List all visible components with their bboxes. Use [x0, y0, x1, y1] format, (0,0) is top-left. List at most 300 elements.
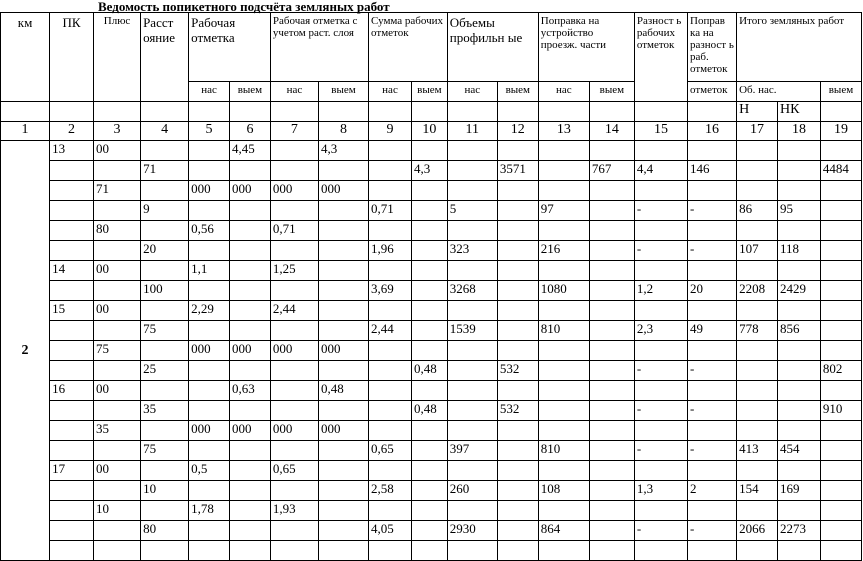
- blank-cell: [411, 102, 447, 122]
- table-cell: 00: [94, 461, 141, 481]
- table-cell: 14: [50, 261, 94, 281]
- header-correction: Поправка на устройство проезж. части: [538, 13, 634, 82]
- table-cell: [318, 481, 368, 501]
- table-cell: [538, 301, 589, 321]
- table-cell: 767: [589, 161, 634, 181]
- table-cell: [270, 281, 318, 301]
- table-cell: -: [688, 201, 737, 221]
- table-cell: [369, 401, 412, 421]
- table-cell: [50, 361, 94, 381]
- table-cell: 0,71: [270, 221, 318, 241]
- table-cell: 9: [141, 201, 189, 221]
- blank-cell: [189, 102, 230, 122]
- table-cell: 000: [230, 421, 271, 441]
- table-cell: 1,1: [189, 261, 230, 281]
- table-cell: [777, 141, 820, 161]
- table-cell: 00: [94, 381, 141, 401]
- table-cell: [737, 461, 778, 481]
- table-cell: 910: [820, 401, 861, 421]
- table-cell: [589, 441, 634, 461]
- table-cell: [230, 501, 271, 521]
- blank-cell: [1, 102, 50, 122]
- table-cell: 146: [688, 161, 737, 181]
- table-cell: [411, 181, 447, 201]
- table-cell: [94, 441, 141, 461]
- table-cell: 000: [270, 181, 318, 201]
- table-cell: [589, 341, 634, 361]
- subheader-N: Н: [737, 102, 778, 122]
- table-cell: [230, 161, 271, 181]
- table-cell: [411, 461, 447, 481]
- table-cell: 118: [777, 241, 820, 261]
- table-cell: [634, 541, 687, 561]
- table-cell: [634, 421, 687, 441]
- table-cell: [369, 341, 412, 361]
- table-cell: [589, 541, 634, 561]
- table-cell: [737, 541, 778, 561]
- table-cell: [589, 241, 634, 261]
- table-cell: [688, 541, 737, 561]
- table-cell: 3,69: [369, 281, 412, 301]
- column-number: 13: [538, 122, 589, 141]
- table-row: [1, 441, 862, 461]
- table-cell: [50, 521, 94, 541]
- table-cell: [94, 361, 141, 381]
- table-cell: 0,56: [189, 221, 230, 241]
- column-number: 7: [270, 122, 318, 141]
- table-row: [1, 381, 862, 401]
- table-cell: [141, 261, 189, 281]
- table-cell: [777, 381, 820, 401]
- column-number: 8: [318, 122, 368, 141]
- table-cell: [497, 141, 538, 161]
- table-cell: [688, 421, 737, 441]
- table-cell: [411, 421, 447, 441]
- table-cell: 000: [189, 341, 230, 361]
- table-cell: [447, 501, 497, 521]
- table-cell: [447, 301, 497, 321]
- table-cell: [737, 221, 778, 241]
- blank-cell: [230, 102, 271, 122]
- table-cell: [538, 261, 589, 281]
- table-cell: -: [688, 521, 737, 541]
- table-cell: [318, 501, 368, 521]
- table-cell: [50, 341, 94, 361]
- header-work-mark-layer: Рабочая отметка с учетом раст. слоя: [270, 13, 368, 82]
- table-cell: [270, 481, 318, 501]
- table-cell: 95: [777, 201, 820, 221]
- table-cell: [411, 481, 447, 501]
- table-cell: 2273: [777, 521, 820, 541]
- table-cell: 864: [538, 521, 589, 541]
- header-distance: Расст ояние: [141, 13, 189, 102]
- table-cell: [189, 161, 230, 181]
- table-cell: [737, 181, 778, 201]
- table-cell: [634, 221, 687, 241]
- table-cell: [270, 541, 318, 561]
- table-cell: [230, 261, 271, 281]
- table-cell: [634, 181, 687, 201]
- table-cell: 3268: [447, 281, 497, 301]
- table-cell: [141, 501, 189, 521]
- table-cell: 4,05: [369, 521, 412, 541]
- subheader-vyem-19: выем: [820, 82, 861, 102]
- table-cell: [447, 361, 497, 381]
- table-cell: [634, 461, 687, 481]
- table-cell: [737, 301, 778, 321]
- table-cell: [318, 221, 368, 241]
- table-cell: [411, 261, 447, 281]
- table-cell: [50, 181, 94, 201]
- table-cell: 13: [50, 141, 94, 161]
- table-row: [1, 221, 862, 241]
- table-row: [1, 501, 862, 521]
- table-cell: 3571: [497, 161, 538, 181]
- table-cell: [820, 501, 861, 521]
- table-cell: 2,29: [189, 301, 230, 321]
- header-corr-diff: Поправ ка на разност ь раб. отметок: [688, 13, 737, 82]
- table-cell: 0,65: [270, 461, 318, 481]
- table-row: [1, 421, 862, 441]
- table-cell: [497, 341, 538, 361]
- table-cell: 2208: [737, 281, 778, 301]
- table-cell: [411, 341, 447, 361]
- table-cell: [820, 481, 861, 501]
- table-cell: [688, 181, 737, 201]
- table-cell: -: [634, 441, 687, 461]
- table-cell: [497, 181, 538, 201]
- table-cell: 75: [94, 341, 141, 361]
- table-cell: [270, 241, 318, 261]
- table-cell: [230, 301, 271, 321]
- table-cell: [141, 421, 189, 441]
- table-cell: [820, 321, 861, 341]
- table-cell: 0,71: [369, 201, 412, 221]
- table-cell: 0,48: [318, 381, 368, 401]
- table-cell: [820, 461, 861, 481]
- column-numbers-row: [1, 122, 862, 141]
- table-cell: 10: [94, 501, 141, 521]
- table-cell: [270, 141, 318, 161]
- table-cell: [270, 321, 318, 341]
- table-cell: [497, 221, 538, 241]
- table-cell: [538, 421, 589, 441]
- table-cell: 856: [777, 321, 820, 341]
- table-cell: [447, 161, 497, 181]
- table-cell: [369, 301, 412, 321]
- table-cell: [538, 401, 589, 421]
- table-cell: [141, 181, 189, 201]
- table-cell: [777, 501, 820, 521]
- table-cell: [820, 181, 861, 201]
- table-cell: 1,96: [369, 241, 412, 261]
- header-sum-marks: Сумма рабочих отметок: [369, 13, 448, 82]
- table-cell: 4484: [820, 161, 861, 181]
- table-cell: [777, 261, 820, 281]
- table-cell: [589, 481, 634, 501]
- table-cell: [589, 461, 634, 481]
- table-cell: [634, 301, 687, 321]
- table-cell: [230, 481, 271, 501]
- table-cell: [411, 541, 447, 561]
- table-cell: [94, 241, 141, 261]
- table-cell: 00: [94, 301, 141, 321]
- table-cell: [538, 221, 589, 241]
- subheader-nas-5: нас: [189, 82, 230, 102]
- table-cell: [318, 201, 368, 221]
- table-cell: 454: [777, 441, 820, 461]
- table-cell: 71: [94, 181, 141, 201]
- table-cell: -: [688, 361, 737, 381]
- table-cell: [411, 201, 447, 221]
- table-cell: [538, 501, 589, 521]
- blank-cell: [94, 102, 141, 122]
- subheader-nas-9: нас: [369, 82, 412, 102]
- table-cell: [369, 361, 412, 381]
- blank-cell: [369, 102, 412, 122]
- table-cell: [589, 421, 634, 441]
- table-cell: [270, 441, 318, 461]
- table-cell: [411, 221, 447, 241]
- header-work-mark: Рабочая отметка: [189, 13, 271, 82]
- table-cell: [589, 361, 634, 381]
- table-cell: [737, 501, 778, 521]
- subheader-vyem-12: выем: [497, 82, 538, 102]
- column-number: 15: [634, 122, 687, 141]
- table-cell: [820, 381, 861, 401]
- table-cell: [447, 421, 497, 441]
- table-cell: 000: [318, 341, 368, 361]
- table-cell: [447, 261, 497, 281]
- table-cell: 0,48: [411, 361, 447, 381]
- table-cell: [777, 341, 820, 361]
- table-cell: 75: [141, 441, 189, 461]
- table-cell: [820, 141, 861, 161]
- table-row: [1, 281, 862, 301]
- column-number: 2: [50, 122, 94, 141]
- column-number: 18: [777, 122, 820, 141]
- table-cell: [447, 541, 497, 561]
- table-cell: 1,93: [270, 501, 318, 521]
- table-cell: [50, 241, 94, 261]
- table-cell: [411, 281, 447, 301]
- table-cell: [270, 361, 318, 381]
- table-cell: [447, 401, 497, 421]
- table-cell: [688, 301, 737, 321]
- table-cell: [634, 261, 687, 281]
- table-cell: [820, 281, 861, 301]
- header-km: км: [1, 13, 50, 102]
- table-cell: [50, 481, 94, 501]
- document-title: Ведомость попикетного подсчёта земляных работ: [98, 0, 390, 14]
- table-cell: [634, 141, 687, 161]
- table-cell: 35: [141, 401, 189, 421]
- column-number: 1: [1, 122, 50, 141]
- table-cell: [189, 361, 230, 381]
- km-cell: 2: [1, 141, 50, 561]
- table-cell: 1,3: [634, 481, 687, 501]
- table-cell: [189, 241, 230, 261]
- table-cell: [94, 521, 141, 541]
- table-cell: [447, 341, 497, 361]
- table-cell: 323: [447, 241, 497, 261]
- table-cell: [318, 541, 368, 561]
- table-cell: [230, 401, 271, 421]
- column-number: 4: [141, 122, 189, 141]
- table-cell: [50, 501, 94, 521]
- table-cell: [369, 261, 412, 281]
- table-cell: [820, 541, 861, 561]
- table-cell: [538, 181, 589, 201]
- table-cell: [318, 521, 368, 541]
- subheader-nas-13: нас: [538, 82, 589, 102]
- table-cell: [369, 381, 412, 401]
- table-cell: [447, 381, 497, 401]
- table-cell: 000: [318, 181, 368, 201]
- table-cell: 71: [141, 161, 189, 181]
- table-cell: [189, 521, 230, 541]
- table-cell: [447, 221, 497, 241]
- table-cell: [497, 201, 538, 221]
- table-cell: [230, 521, 271, 541]
- table-cell: [141, 141, 189, 161]
- table-cell: 16: [50, 381, 94, 401]
- table-cell: -: [634, 401, 687, 421]
- table-cell: 35: [94, 421, 141, 441]
- table-cell: [820, 341, 861, 361]
- blank-cell: [497, 102, 538, 122]
- table-cell: [189, 141, 230, 161]
- header-total: Итого земляных работ: [737, 13, 862, 82]
- table-cell: [820, 441, 861, 461]
- table-cell: [50, 201, 94, 221]
- table-cell: [688, 501, 737, 521]
- table-cell: [737, 361, 778, 381]
- table-cell: 532: [497, 361, 538, 381]
- table-cell: [94, 481, 141, 501]
- table-cell: [411, 321, 447, 341]
- table-cell: 4,45: [230, 141, 271, 161]
- table-cell: [270, 521, 318, 541]
- table-cell: [777, 541, 820, 561]
- table-cell: [497, 281, 538, 301]
- table-cell: 0,48: [411, 401, 447, 421]
- table-row: [1, 201, 862, 221]
- table-cell: 1539: [447, 321, 497, 341]
- table-cell: [737, 261, 778, 281]
- table-cell: [820, 421, 861, 441]
- table-row: [1, 301, 862, 321]
- table-cell: [820, 201, 861, 221]
- table-cell: 000: [318, 421, 368, 441]
- table-cell: -: [634, 521, 687, 541]
- table-cell: 25: [141, 361, 189, 381]
- table-cell: 810: [538, 441, 589, 461]
- blank-cell: [688, 102, 737, 122]
- table-cell: 397: [447, 441, 497, 461]
- table-cell: 0,65: [369, 441, 412, 461]
- table-cell: 810: [538, 321, 589, 341]
- column-number: 5: [189, 122, 230, 141]
- table-cell: [141, 221, 189, 241]
- table-row: [1, 161, 862, 181]
- table-cell: [589, 381, 634, 401]
- table-cell: [634, 501, 687, 521]
- blank-cell: [538, 102, 589, 122]
- table-cell: [497, 441, 538, 461]
- table-cell: [189, 541, 230, 561]
- table-cell: [369, 541, 412, 561]
- table-cell: 20: [688, 281, 737, 301]
- table-cell: [230, 221, 271, 241]
- table-cell: [189, 381, 230, 401]
- table-cell: [411, 441, 447, 461]
- table-cell: 000: [189, 181, 230, 201]
- table-cell: 802: [820, 361, 861, 381]
- table-cell: [538, 381, 589, 401]
- table-cell: [411, 381, 447, 401]
- blank-cell: [589, 102, 634, 122]
- table-cell: [447, 461, 497, 481]
- column-number: 9: [369, 122, 412, 141]
- table-cell: [688, 341, 737, 361]
- table-cell: 1,2: [634, 281, 687, 301]
- table-cell: [318, 441, 368, 461]
- table-row: [1, 341, 862, 361]
- table-cell: [497, 461, 538, 481]
- table-cell: [688, 381, 737, 401]
- table-cell: 000: [230, 341, 271, 361]
- table-cell: 1080: [538, 281, 589, 301]
- table-cell: [230, 241, 271, 261]
- table-cell: [820, 261, 861, 281]
- table-row: [1, 241, 862, 261]
- table-cell: [369, 221, 412, 241]
- header-plus: Плюс: [94, 13, 141, 102]
- table-cell: [50, 281, 94, 301]
- blank-cell: [634, 102, 687, 122]
- table-cell: 4,3: [411, 161, 447, 181]
- table-cell: 15: [50, 301, 94, 321]
- table-cell: 10: [141, 481, 189, 501]
- table-cell: [737, 381, 778, 401]
- table-cell: [737, 341, 778, 361]
- table-cell: 000: [230, 181, 271, 201]
- table-cell: 5: [447, 201, 497, 221]
- table-cell: 4,4: [634, 161, 687, 181]
- table-cell: 2,58: [369, 481, 412, 501]
- table-row: [1, 521, 862, 541]
- table-cell: [50, 221, 94, 241]
- table-cell: [589, 201, 634, 221]
- table-cell: [94, 541, 141, 561]
- table-cell: [497, 241, 538, 261]
- table-cell: [589, 281, 634, 301]
- table-cell: 2,44: [270, 301, 318, 321]
- blank-cell: [270, 102, 318, 122]
- table-cell: [369, 461, 412, 481]
- earthwork-table: [0, 12, 862, 561]
- table-cell: -: [634, 361, 687, 381]
- table-cell: [538, 161, 589, 181]
- table-cell: 75: [141, 321, 189, 341]
- table-cell: [589, 261, 634, 281]
- blank-cell: [50, 102, 94, 122]
- table-cell: 000: [189, 421, 230, 441]
- table-row: [1, 541, 862, 561]
- table-cell: [141, 541, 189, 561]
- table-cell: [50, 321, 94, 341]
